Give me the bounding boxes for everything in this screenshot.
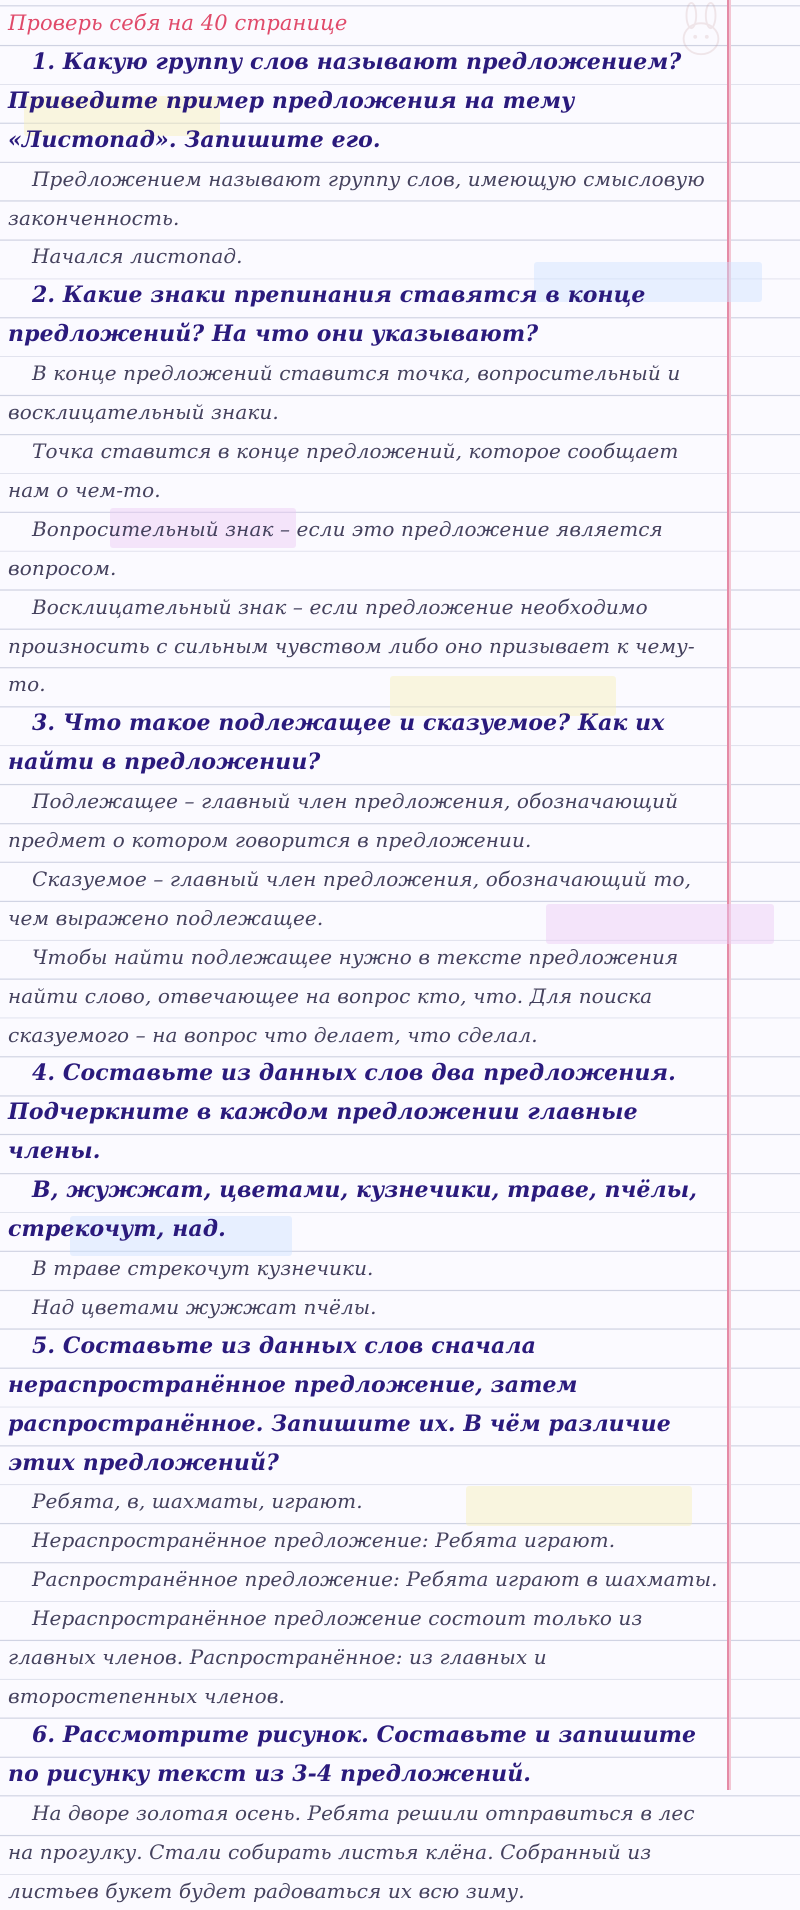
answer: Чтобы найти подлежащее нужно в тексте предложения найти слово, отвечающее на вопрос кто, что. Для поиска сказуемого – на вопрос что делает, что сделал. [8,944,679,1047]
answer: Точка ставится в конце предложений, которое сообщает нам о чем-то. [8,438,679,502]
answer: Подлежащее – главный член предложения, обозначающий предмет о котором говорится в предложении. [8,789,679,853]
question: 3. Что такое подлежащее и сказуемое? Как их найти в предложении? [8,710,665,776]
answer: Ребята, в, шахматы, играют. [32,1489,363,1514]
answer: Нераспространённое предложение: Ребята играют. [32,1528,616,1553]
margin-line [727,0,729,1790]
question: 5. Составьте из данных слов сначала нераспространённое предложение, затем распространённое. Запишите их. В чём различие этих предложений? [8,1332,671,1476]
notebook-text [8,4,720,1910]
answer: В траве стрекочут кузнечики. [32,1256,374,1280]
answer: Начался листопад. [32,244,243,269]
question: 4. Составьте из данных слов два предложения. Подчеркните в каждом предложении главные члены. [8,1060,676,1165]
answer: Нераспространённое предложение состоит только из главных членов. Распространённое: из главных и второстепенных членов. [8,1606,643,1708]
qa-list [8,43,720,1910]
answer: Распространённое предложение: Ребята играют в шахматы. [32,1567,718,1592]
answer: Предложением называют группу слов, имеющую смысловую законченность. [8,166,705,230]
answer: Вопросительный знак – если это предложение является вопросом. [8,516,663,580]
answer: Над цветами жужжат пчёлы. [32,1294,377,1319]
answer: В конце предложений ставится точка, вопросительный и восклицательный знаки. [8,361,681,425]
question: 2. Какие знаки препинания ставятся в конце предложений? На что они указывают? [8,282,646,348]
question: 1. Какую группу слов называют предложением? Приведите пример предложения на тему «Листопад». Запишите его. [8,48,682,153]
question: 6. Рассмотрите рисунок. Составьте и запишите по рисунку текст из 3-4 предложений. [8,1721,697,1787]
word-list: В, жужжат, цветами, кузнечики, траве, пчёлы, стрекочут, над. [8,1177,697,1243]
answer: Восклицательный знак – если предложение необходимо произносить с сильным чувством либо оно призывает к чему-то. [8,594,695,697]
answer: На дворе золотая осень. Ребята решили отправиться в лес на прогулку. Стали собирать листья клёна. Собранный из листьев букет будет радоваться их всю зиму. [8,1800,695,1903]
answer: Сказуемое – главный член предложения, обозначающий то, чем выражено подлежащее. [8,866,692,930]
page-heading: Проверь себя на 40 странице [8,11,348,35]
